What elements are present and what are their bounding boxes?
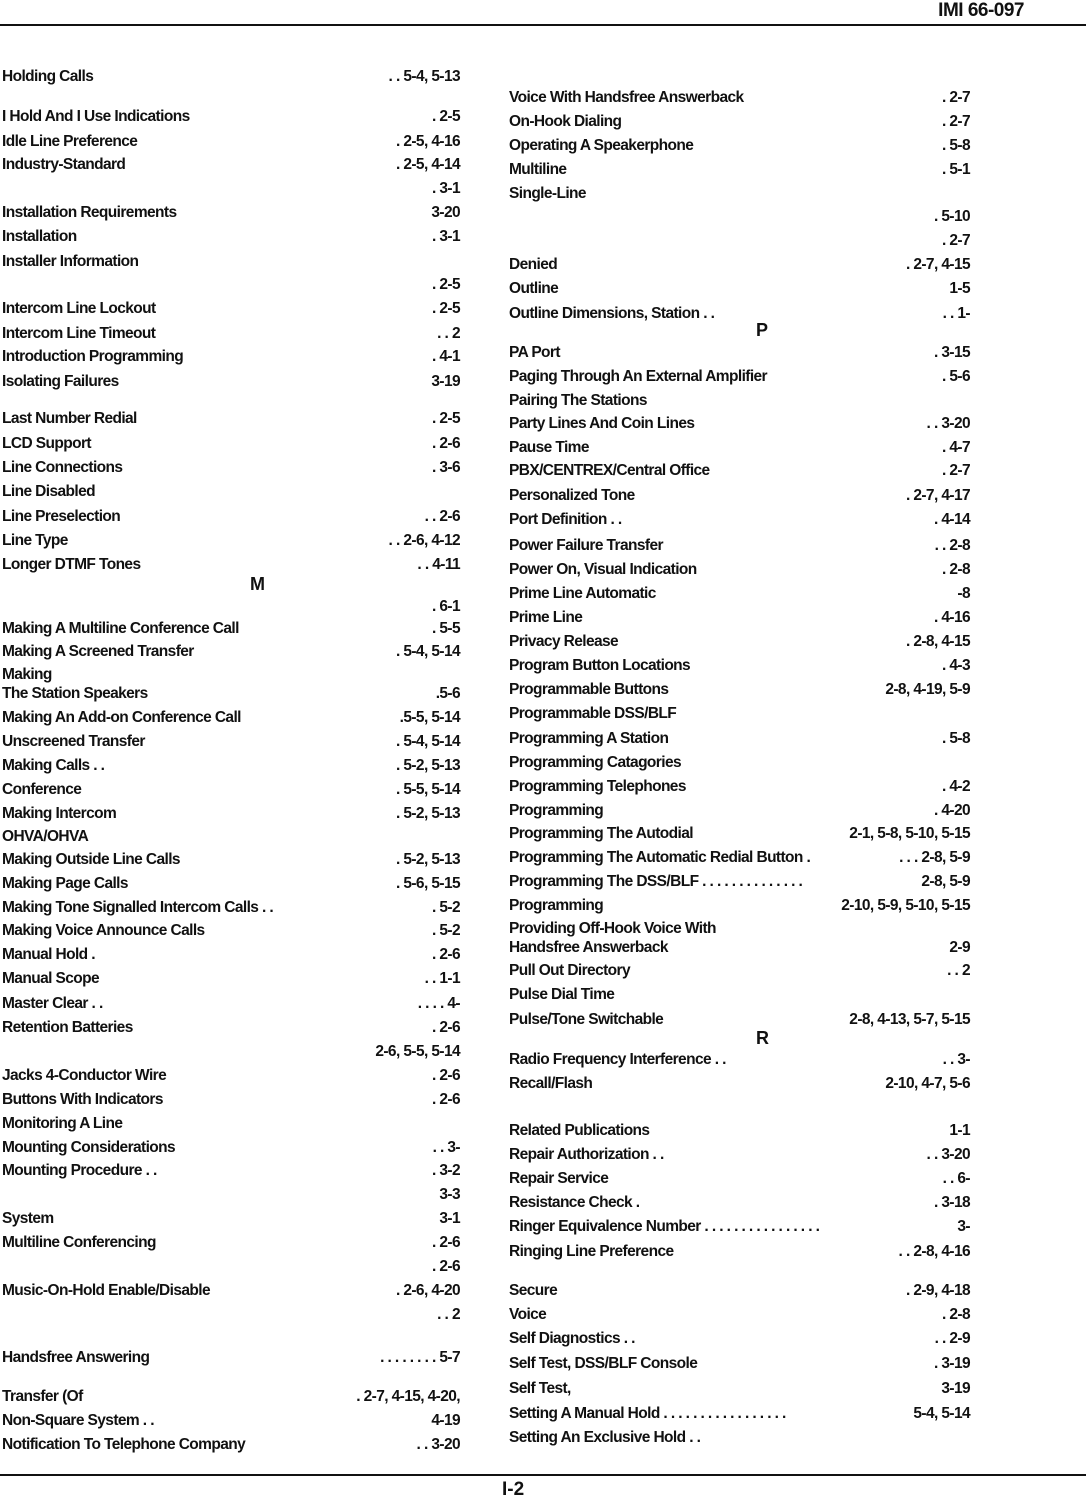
index-entry-pages: 2-9 — [949, 939, 970, 956]
index-entry-term: Self Diagnostics . . — [509, 1330, 635, 1347]
index-entry-pages: 2-1, 5-8, 5-10, 5-15 — [849, 825, 970, 842]
index-entry-term: Handsfree Answerback — [509, 939, 668, 956]
index-entry-term: Conference — [2, 781, 82, 798]
index-entry-pages: . . 2-9 — [934, 1330, 970, 1347]
index-entry-term: Pulse/Tone Switchable — [509, 1011, 664, 1028]
index-entry-term: Isolating Failures — [2, 373, 119, 390]
index-entry-term: Last Number Redial — [2, 410, 137, 427]
index-entry-term: Repair Service — [509, 1170, 609, 1187]
index-entry-term: Music-On-Hold Enable/Disable — [2, 1282, 210, 1299]
index-entry-term: Making An Add-on Conference Call — [2, 709, 241, 726]
index-entry-term: Recall/Flash — [509, 1075, 593, 1092]
index-entry-term: Manual Scope — [2, 970, 100, 987]
index-entry-term: Programming — [509, 802, 604, 819]
index-entry-pages: . . 2 — [947, 962, 970, 979]
index-entry-pages: 2-6, 5-5, 5-14 — [375, 1043, 460, 1060]
index-entry-pages: . . . . 4- — [417, 995, 460, 1012]
index-entry-term: On-Hook Dialing — [509, 113, 622, 130]
index-entry-term: Voice — [509, 1306, 547, 1323]
index-entry-term: Programmable DSS/BLF — [509, 705, 677, 722]
index-entry-term: Single-Line — [509, 185, 586, 202]
index-entry-pages: . 4-14 — [933, 511, 970, 528]
index-entry-term: Multiline — [509, 161, 567, 178]
index-entry-term: Making — [2, 666, 52, 683]
index-entry-term: Providing Off-Hook Voice With — [509, 920, 716, 937]
index-entry-term: Transfer (Of — [2, 1388, 83, 1405]
index-entry-pages: . 2-6 — [431, 1091, 460, 1108]
index-entry-term: Pull Out Directory — [509, 962, 630, 979]
index-entry-term: Self Test, DSS/BLF Console — [509, 1355, 698, 1372]
index-entry-term: Installation Requirements — [2, 204, 177, 221]
index-entry-pages: . . 1- — [942, 305, 970, 322]
index-entry-term: Buttons With Indicators — [2, 1091, 163, 1108]
index-entry-term: Outline Dimensions, Station . . — [509, 305, 715, 322]
index-entry-pages: . . 6- — [942, 1170, 970, 1187]
index-entry-pages: 2-8, 4-19, 5-9 — [885, 681, 970, 698]
index-entry-pages: 4-19 — [431, 1412, 460, 1429]
index-entry-pages: . . 3- — [942, 1051, 970, 1068]
section-letter-r: R — [756, 1028, 769, 1048]
index-entry-term: Outline — [509, 280, 559, 297]
index-entry-term: Introduction Programming — [2, 348, 184, 365]
index-entry-pages: 2-10, 5-9, 5-10, 5-15 — [841, 897, 970, 914]
index-entry-pages: . 5-1 — [941, 161, 970, 178]
index-entry-term: Power On, Visual Indication — [509, 561, 697, 578]
index-entry-pages: . 5-2, 5-13 — [395, 805, 460, 822]
index-entry-pages: 3-1 — [439, 1210, 460, 1227]
index-entry-pages: . 2-5, 4-14 — [395, 156, 460, 173]
index-entry-term: Port Definition . . — [509, 511, 622, 528]
index-entry-term: Idle Line Preference — [2, 133, 138, 150]
index-entry-pages: . . 2-8 — [934, 537, 970, 554]
index-entry-pages: . 3-1 — [431, 180, 460, 197]
index-entry-pages: . 2-5, 4-16 — [395, 133, 460, 150]
index-entry-pages: . 2-6 — [431, 1258, 460, 1275]
index-entry-term: Programming — [509, 897, 604, 914]
index-entry-term: Paging Through An External Amplifier — [509, 368, 767, 385]
index-entry-pages: . . 2-6, 4-12 — [388, 532, 460, 549]
index-entry-pages: . 3-15 — [933, 344, 970, 361]
index-entry-pages: 2-8, 5-9 — [921, 873, 970, 890]
index-entry-pages: . 4-2 — [941, 778, 970, 795]
footer-rule — [0, 1474, 1086, 1476]
index-entry-term: Line Connections — [2, 459, 123, 476]
index-entry-pages: . . 5-4, 5-13 — [388, 68, 460, 85]
index-entry-term: Personalized Tone — [509, 487, 635, 504]
index-entry-pages: . . . 2-8, 5-9 — [899, 849, 970, 866]
index-entry-term: Longer DTMF Tones — [2, 556, 141, 573]
index-entry-pages: . . 3-20 — [926, 1146, 970, 1163]
index-entry-pages: . 5-5, 5-14 — [395, 781, 460, 798]
index-entry-pages: . . 3-20 — [416, 1436, 460, 1453]
index-entry-pages: 1-5 — [949, 280, 970, 297]
index-entry-term: Monitoring A Line — [2, 1115, 123, 1132]
index-entry-pages: . 5-10 — [933, 208, 970, 225]
index-entry-pages: . 3-18 — [933, 1194, 970, 1211]
index-entry-term: Programming A Station — [509, 730, 669, 747]
index-entry-term: I Hold And I Use Indications — [2, 108, 190, 125]
index-entry-pages: . 5-5 — [431, 620, 460, 637]
index-entry-term: Denied — [509, 256, 558, 273]
page-number: I-2 — [502, 1479, 525, 1500]
index-entry-pages: .5-5, 5-14 — [399, 709, 460, 726]
index-entry-pages: . 3-2 — [431, 1162, 460, 1179]
index-entry-term: Unscreened Transfer — [2, 733, 145, 750]
index-entry-pages: . . 1-1 — [424, 970, 460, 987]
index-entry-pages: 1-1 — [949, 1122, 970, 1139]
index-entry-term: Ringing Line Preference — [509, 1243, 674, 1260]
index-entry-term: Making Voice Announce Calls — [2, 922, 205, 939]
index-entry-term: Resistance Check . — [509, 1194, 640, 1211]
index-entry-pages: . 5-6, 5-15 — [395, 875, 460, 892]
index-entry-pages: . 2-6 — [431, 946, 460, 963]
index-entry-pages: . 3-1 — [431, 228, 460, 245]
index-entry-term: Prime Line — [509, 609, 583, 626]
index-entry-term: Making Page Calls — [2, 875, 128, 892]
index-entry-pages: . . 2 — [437, 325, 460, 342]
index-entry-term: Pairing The Stations — [509, 392, 647, 409]
index-entry-pages: . 2-7 — [941, 232, 970, 249]
index-entry-pages: 3-19 — [431, 373, 460, 390]
index-entry-pages: . 2-5 — [431, 410, 460, 427]
index-entry-term: Radio Frequency Interference . . — [509, 1051, 726, 1068]
index-entry-term: Setting An Exclusive Hold . . — [509, 1429, 701, 1446]
index-entry-term: Party Lines And Coin Lines — [509, 415, 695, 432]
index-entry-term: Power Failure Transfer — [509, 537, 663, 554]
index-entry-pages: . 2-8 — [941, 1306, 970, 1323]
section-letter-m: M — [250, 574, 265, 594]
index-entry-term: Making A Screened Transfer — [2, 643, 194, 660]
index-entry-term: Making A Multiline Conference Call — [2, 620, 239, 637]
index-entry-pages: 3-20 — [431, 204, 460, 221]
index-entry-pages: . 2-6, 4-20 — [395, 1282, 460, 1299]
index-entry-pages: . 2-5 — [431, 108, 460, 125]
index-entry-term: Self Test, — [509, 1380, 571, 1397]
index-entry-pages: 2-10, 4-7, 5-6 — [885, 1075, 970, 1092]
index-entry-pages: . 2-7 — [941, 462, 970, 479]
index-entry-term: Ringer Equivalence Number . . . . . . . . . . . . . . . . — [509, 1218, 820, 1235]
index-entry-term: Notification To Telephone Company — [2, 1436, 246, 1453]
index-entry-pages: . . 2-6 — [424, 508, 460, 525]
index-entry-term: Manual Hold . — [2, 946, 95, 963]
index-entry-term: Industry-Standard — [2, 156, 126, 173]
index-entry-term: Related Publications — [509, 1122, 650, 1139]
index-entry-term: Installer Information — [2, 253, 139, 270]
index-entry-term: Master Clear . . — [2, 995, 103, 1012]
index-entry-pages: . 2-8, 4-15 — [905, 633, 970, 650]
index-entry-pages: . 2-5 — [431, 276, 460, 293]
index-entry-pages: . 3-19 — [933, 1355, 970, 1372]
index-entry-pages: 3-19 — [941, 1380, 970, 1397]
index-entry-pages: . 2-6 — [431, 1067, 460, 1084]
index-entry-pages: . 4-20 — [933, 802, 970, 819]
index-entry-term: Handsfree Answering — [2, 1349, 150, 1366]
index-entry-pages: . 5-6 — [941, 368, 970, 385]
index-entry-pages: . 4-16 — [933, 609, 970, 626]
index-entry-pages: . 5-8 — [941, 137, 970, 154]
index-entry-pages: . . 2 — [437, 1306, 460, 1323]
index-entry-pages: . . 2-8, 4-16 — [898, 1243, 970, 1260]
index-entry-term: Multiline Conferencing — [2, 1234, 156, 1251]
index-entry-pages: . 4-7 — [941, 439, 970, 456]
index-entry-pages: . 2-6 — [431, 1019, 460, 1036]
index-entry-pages: .5-6 — [435, 685, 460, 702]
index-entry-term: Making Calls . . — [2, 757, 105, 774]
index-entry-term: Voice With Handsfree Answerback — [509, 89, 744, 106]
index-entry-pages: . 5-2 — [431, 899, 460, 916]
index-entry-pages: . 5-2, 5-13 — [395, 851, 460, 868]
index-entry-pages: . 4-1 — [431, 348, 460, 365]
index-entry-term: Program Button Locations — [509, 657, 691, 674]
index-entry-term: Secure — [509, 1282, 558, 1299]
index-entry-term: Non-Square System . . — [2, 1412, 154, 1429]
index-entry-pages: . 5-4, 5-14 — [395, 733, 460, 750]
section-letter-p: P — [756, 320, 769, 340]
index-entry-term: Making Tone Signalled Intercom Calls . . — [2, 899, 274, 916]
index-entry-term: Intercom Line Timeout — [2, 325, 156, 342]
index-entry-pages: . 2-7, 4-17 — [905, 487, 970, 504]
index-entry-term: Installation — [2, 228, 77, 245]
index-entry-term: Intercom Line Lockout — [2, 300, 156, 317]
index-entry-term: Pulse Dial Time — [509, 986, 615, 1003]
index-entry-term: Pause Time — [509, 439, 589, 456]
index-entry-pages: . 2-5 — [431, 300, 460, 317]
index-entry-pages: . 5-2, 5-13 — [395, 757, 460, 774]
index-entry-term: Line Disabled — [2, 483, 95, 500]
index-entry-pages: . 5-8 — [941, 730, 970, 747]
index-entry-pages: 2-8, 4-13, 5-7, 5-15 — [849, 1011, 970, 1028]
index-entry-term: The Station Speakers — [2, 685, 148, 702]
index-entry-pages: 3-3 — [439, 1186, 460, 1203]
index-entry-term: OHVA/OHVA — [2, 828, 89, 845]
index-entry-pages: . 2-7, 4-15 — [905, 256, 970, 273]
index-entry-term: Mounting Procedure . . — [2, 1162, 157, 1179]
index-entry-term: Prime Line Automatic — [509, 585, 656, 602]
index-entry-pages: . 2-7, 4-15, 4-20, — [356, 1388, 460, 1405]
index-entry-term: Retention Batteries — [2, 1019, 133, 1036]
index-entry-term: Programming Catagories — [509, 754, 681, 771]
index-entry-pages: . 5-4, 5-14 — [395, 643, 460, 660]
index-entry-term: System — [2, 1210, 54, 1227]
header-doc-id: IMI 66-097 — [938, 0, 1024, 21]
index-entry-pages: . 2-9, 4-18 — [905, 1282, 970, 1299]
index-entry-pages: . 2-6 — [431, 435, 460, 452]
index-entry-term: Holding Calls — [2, 68, 94, 85]
index-entry-term: PBX/CENTREX/Central Office — [509, 462, 710, 479]
index-entry-term: PA Port — [509, 344, 560, 361]
index-entry-term: Making Outside Line Calls — [2, 851, 180, 868]
index-entry-term: Line Preselection — [2, 508, 121, 525]
index-entry-term: Mounting Considerations — [2, 1139, 176, 1156]
index-entry-term: LCD Support — [2, 435, 91, 452]
index-entry-pages: . . 3-20 — [926, 415, 970, 432]
index-entry-term: Repair Authorization . . — [509, 1146, 664, 1163]
index-entry-pages: . 2-6 — [431, 1234, 460, 1251]
index-entry-term: Setting A Manual Hold . . . . . . . . . . . . . . . . . — [509, 1405, 786, 1422]
index-entry-pages: 3- — [957, 1218, 970, 1235]
index-entry-term: Programming The Automatic Redial Button . — [509, 849, 811, 866]
index-entry-term: Programming Telephones — [509, 778, 686, 795]
index-entry-term: Programmable Buttons — [509, 681, 669, 698]
index-entry-pages: . 4-3 — [941, 657, 970, 674]
index-entry-pages: . 2-7 — [941, 89, 970, 106]
index-entry-pages: 5-4, 5-14 — [913, 1405, 970, 1422]
index-entry-pages: . . 3- — [432, 1139, 460, 1156]
index-entry-term: Programming The DSS/BLF . . . . . . . . . . . . . . — [509, 873, 803, 890]
index-entry-term: Line Type — [2, 532, 68, 549]
index-entry-pages: . . 4-11 — [417, 556, 460, 573]
index-entry-pages: . 6-1 — [431, 598, 460, 615]
index-entry-pages: . 2-8 — [941, 561, 970, 578]
index-entry-pages: . . . . . . . . 5-7 — [380, 1349, 460, 1366]
index-entry-term: Jacks 4-Conductor Wire — [2, 1067, 167, 1084]
index-entry-term: Programming The Autodial — [509, 825, 693, 842]
index-entry-pages: . 2-7 — [941, 113, 970, 130]
index-entry-pages: . 3-6 — [431, 459, 460, 476]
index-entry-pages: . 5-2 — [431, 922, 460, 939]
index-entry-term: Privacy Release — [509, 633, 619, 650]
index-entry-term: Making Intercom — [2, 805, 117, 822]
index-entry-term: Operating A Speakerphone — [509, 137, 694, 154]
index-entry-pages: -8 — [957, 585, 970, 602]
